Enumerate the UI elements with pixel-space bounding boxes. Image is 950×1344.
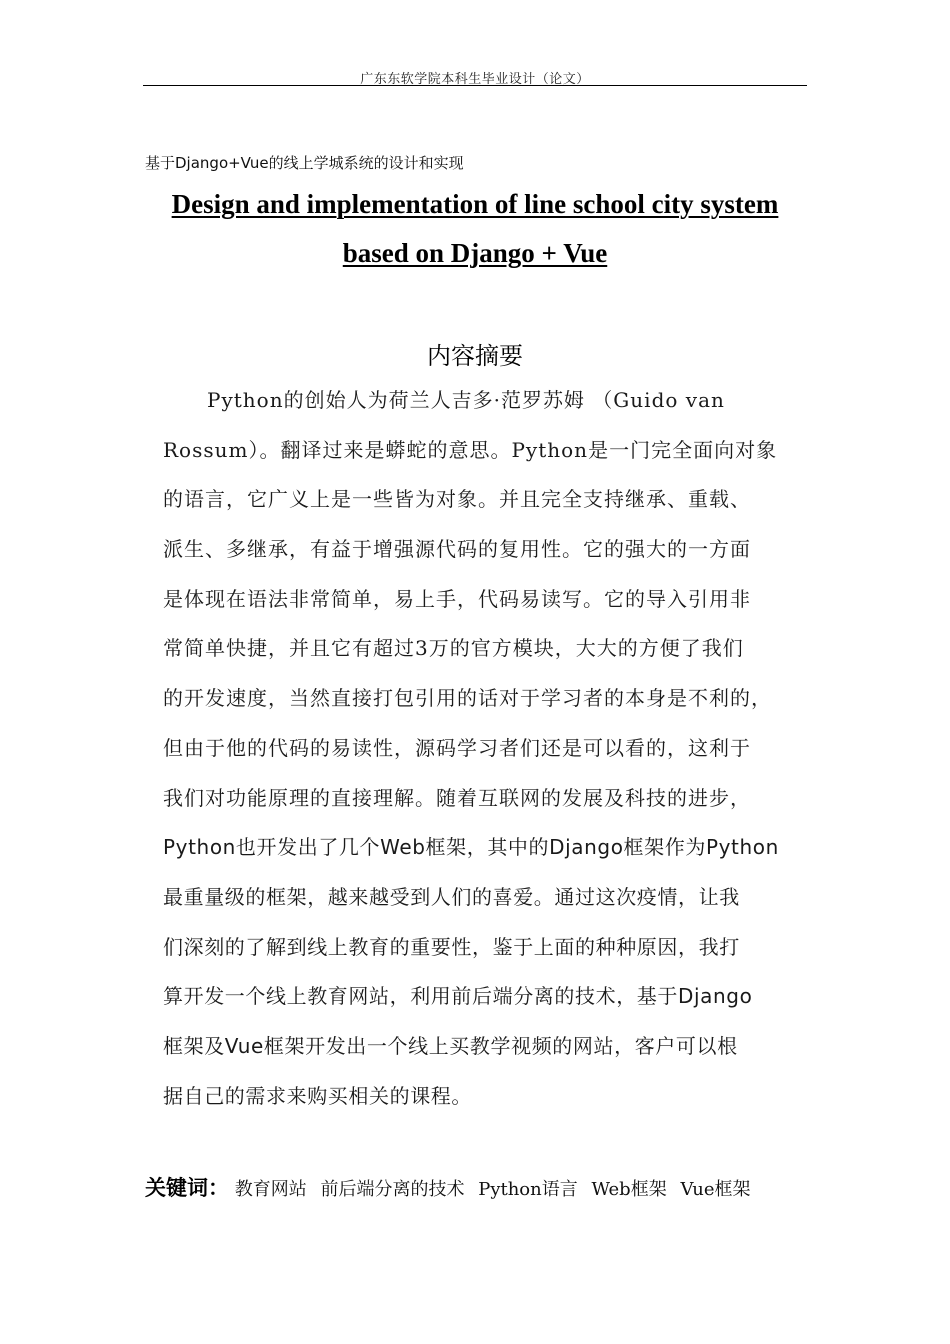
keyword-item: Web框架 (591, 1179, 667, 1200)
english-title (143, 180, 807, 278)
abstract-line: 框架及Vue框架开发出一个线上买教学视频的网站，客户可以根 (163, 1033, 738, 1058)
abstract-line: 派生、多继承，有益于增强源代码的复用性。它的强大的一方面 (163, 537, 751, 562)
keywords-label: 关键词： (145, 1176, 229, 1200)
english-title-line-1: Design and implementation of line school city system (171, 189, 779, 219)
abstract-heading: 内容摘要 (427, 342, 523, 370)
chinese-title: 基于Django+Vue的线上学城系统的设计和实现 (145, 154, 464, 172)
abstract-line: 算开发一个线上教育网站，利用前后端分离的技术，基于Django (163, 984, 753, 1009)
abstract-line: Python也开发出了几个Web框架，其中的Django框架作为Python (163, 835, 779, 860)
keyword-item: 教育网站 (234, 1179, 307, 1200)
keyword-item: Vue框架 (680, 1179, 751, 1200)
abstract-line: 我们对功能原理的直接理解。随着互联网的发展及科技的进步， (163, 785, 751, 810)
header-rule (143, 85, 807, 86)
abstract-line: 是体现在语法非常简单，易上手，代码易读写。它的导入引用非 (163, 586, 751, 611)
english-title-line-2: based on Django + Vue (342, 238, 608, 268)
abstract-line: 但由于他的代码的易读性，源码学习者们还是可以看的，这利于 (163, 735, 751, 760)
keywords-section (145, 1172, 759, 1202)
keyword-item: Python语言 (478, 1179, 578, 1200)
keyword-item: 前后端分离的技术 (320, 1179, 465, 1200)
abstract-line: Rossum）。翻译过来是蟒蛇的意思。Python是一门完全面向对象 (163, 437, 778, 462)
abstract-line: 常简单快捷，并且它有超过3万的官方模块，大大的方便了我们 (163, 636, 744, 661)
abstract-line: Python的创始人为荷兰人吉多·范罗苏姆 （Guido van (207, 388, 725, 412)
abstract-line: 的语言，它广义上是一些皆为对象。并且完全支持继承、重载、 (163, 487, 751, 512)
abstract-body (163, 376, 823, 1121)
abstract-line: 的开发速度，当然直接打包引用的话对于学习者的本身是不利的， (163, 686, 772, 711)
abstract-line: 据自己的需求来购买相关的课程。 (163, 1083, 472, 1108)
abstract-line: 最重量级的框架，越来越受到人们的喜爱。通过这次疫情，让我 (163, 884, 740, 909)
abstract-line: 们深刻的了解到线上教育的重要性，鉴于上面的种种原因，我打 (163, 934, 740, 959)
page-header: 广东东软学院本科生毕业设计（论文） (360, 72, 590, 87)
